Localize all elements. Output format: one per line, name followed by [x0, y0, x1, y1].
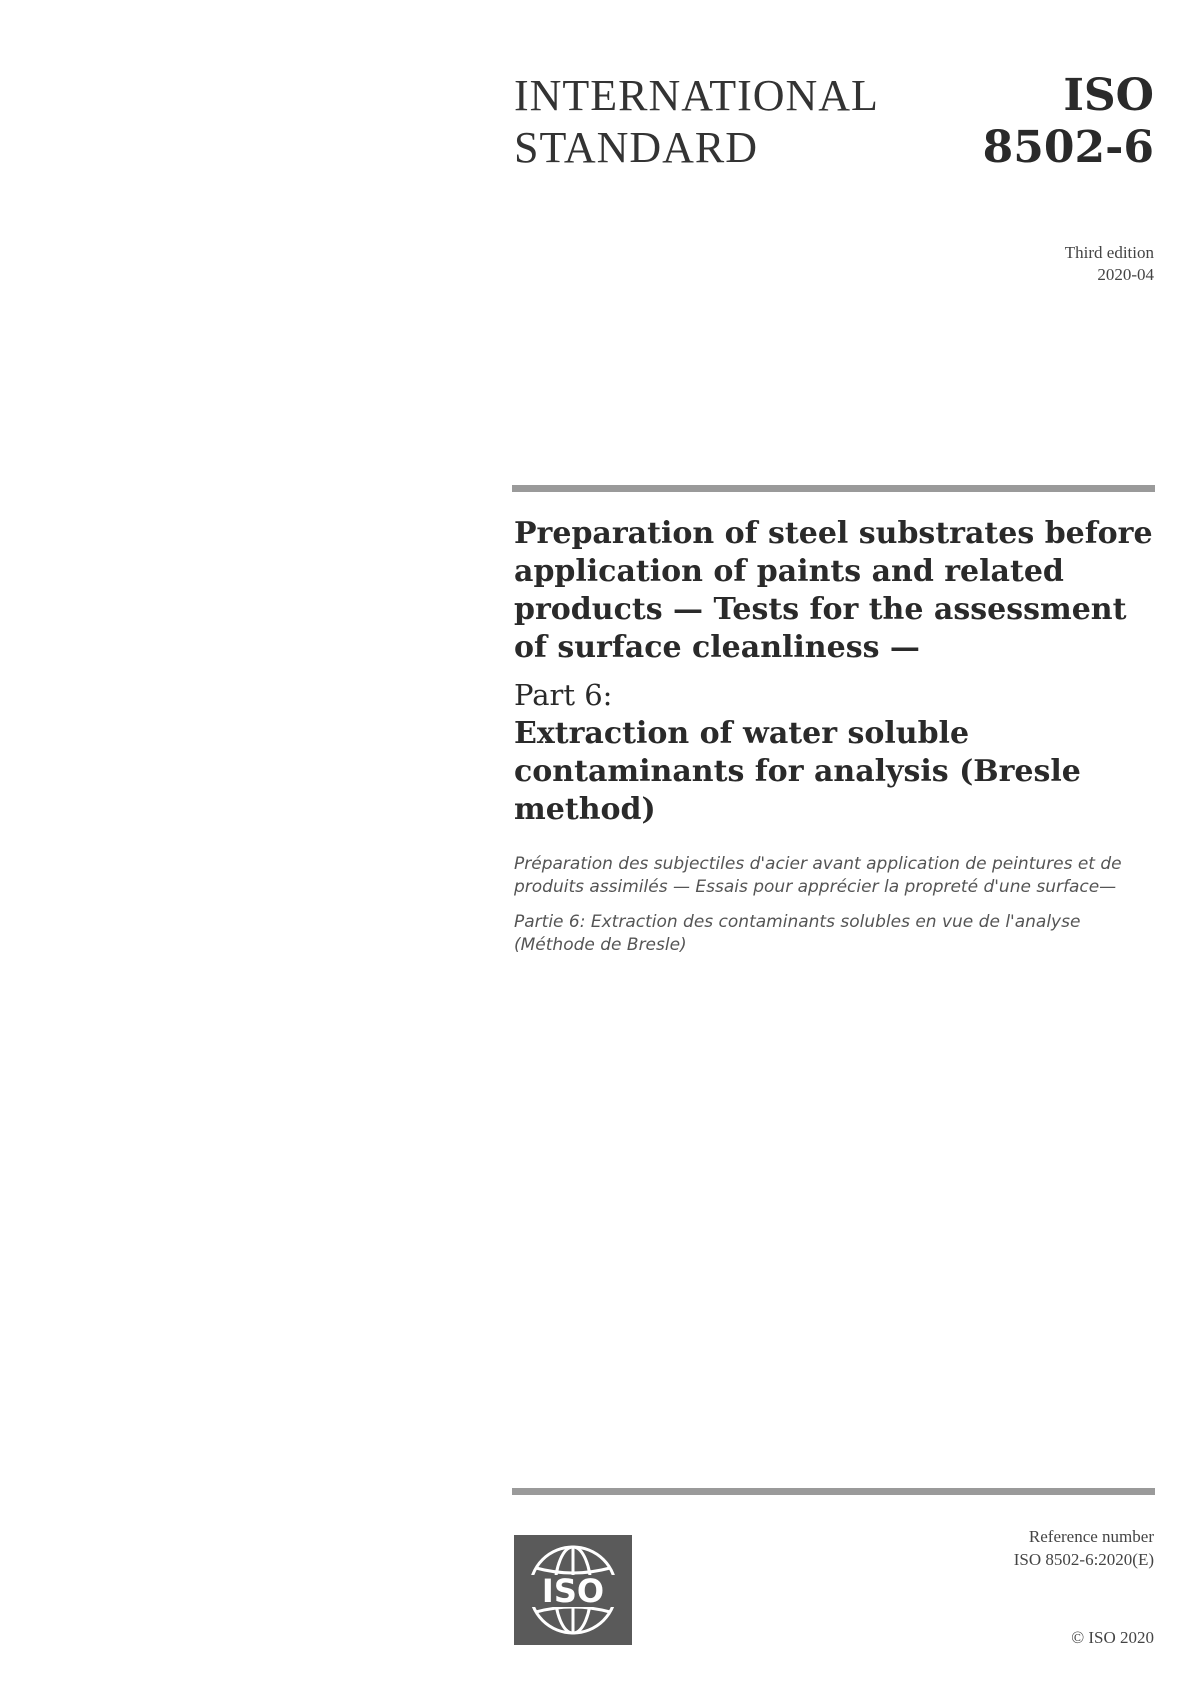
document-type	[514, 70, 879, 174]
top-divider	[512, 485, 1155, 492]
standard-number: 8502-6	[982, 122, 1154, 173]
reference-label: Reference number	[1028, 1527, 1154, 1546]
part-label: Part 6:	[514, 678, 613, 712]
main-title: Preparation of steel substrates before application of paints and related products — Tests for the assessment of surface cleanliness —	[514, 516, 1153, 665]
edition-date: 2020-04	[1097, 265, 1154, 284]
standard-prefix: ISO	[1063, 70, 1154, 121]
copyright-notice: © ISO 2020	[1071, 1628, 1154, 1647]
edition-info	[1065, 242, 1154, 286]
standard-identifier	[983, 70, 1154, 174]
title-block	[514, 515, 1154, 957]
reference-number: ISO 8502-6:2020(E)	[1013, 1550, 1154, 1569]
french-main-title: Préparation des subjectiles d'acier avant application de peintures et de produits assimilés — Essais pour apprécier la propreté d'une surface—	[514, 854, 1122, 897]
french-part-title: Partie 6: Extraction des contaminants solubles en vue de l'analyse (Méthode de Bresle)	[514, 912, 1081, 955]
reference-info	[1014, 1525, 1154, 1571]
document-type-line-2: STANDARD	[514, 123, 759, 172]
iso-logo-icon	[514, 1535, 632, 1645]
part-title: Extraction of water soluble contaminants for analysis (Bresle method)	[514, 716, 1081, 827]
bottom-divider	[512, 1488, 1155, 1495]
document-type-line-1: INTERNATIONAL	[514, 71, 879, 120]
edition-label: Third edition	[1064, 243, 1154, 262]
iso-logo-text: ISO	[541, 1572, 605, 1610]
